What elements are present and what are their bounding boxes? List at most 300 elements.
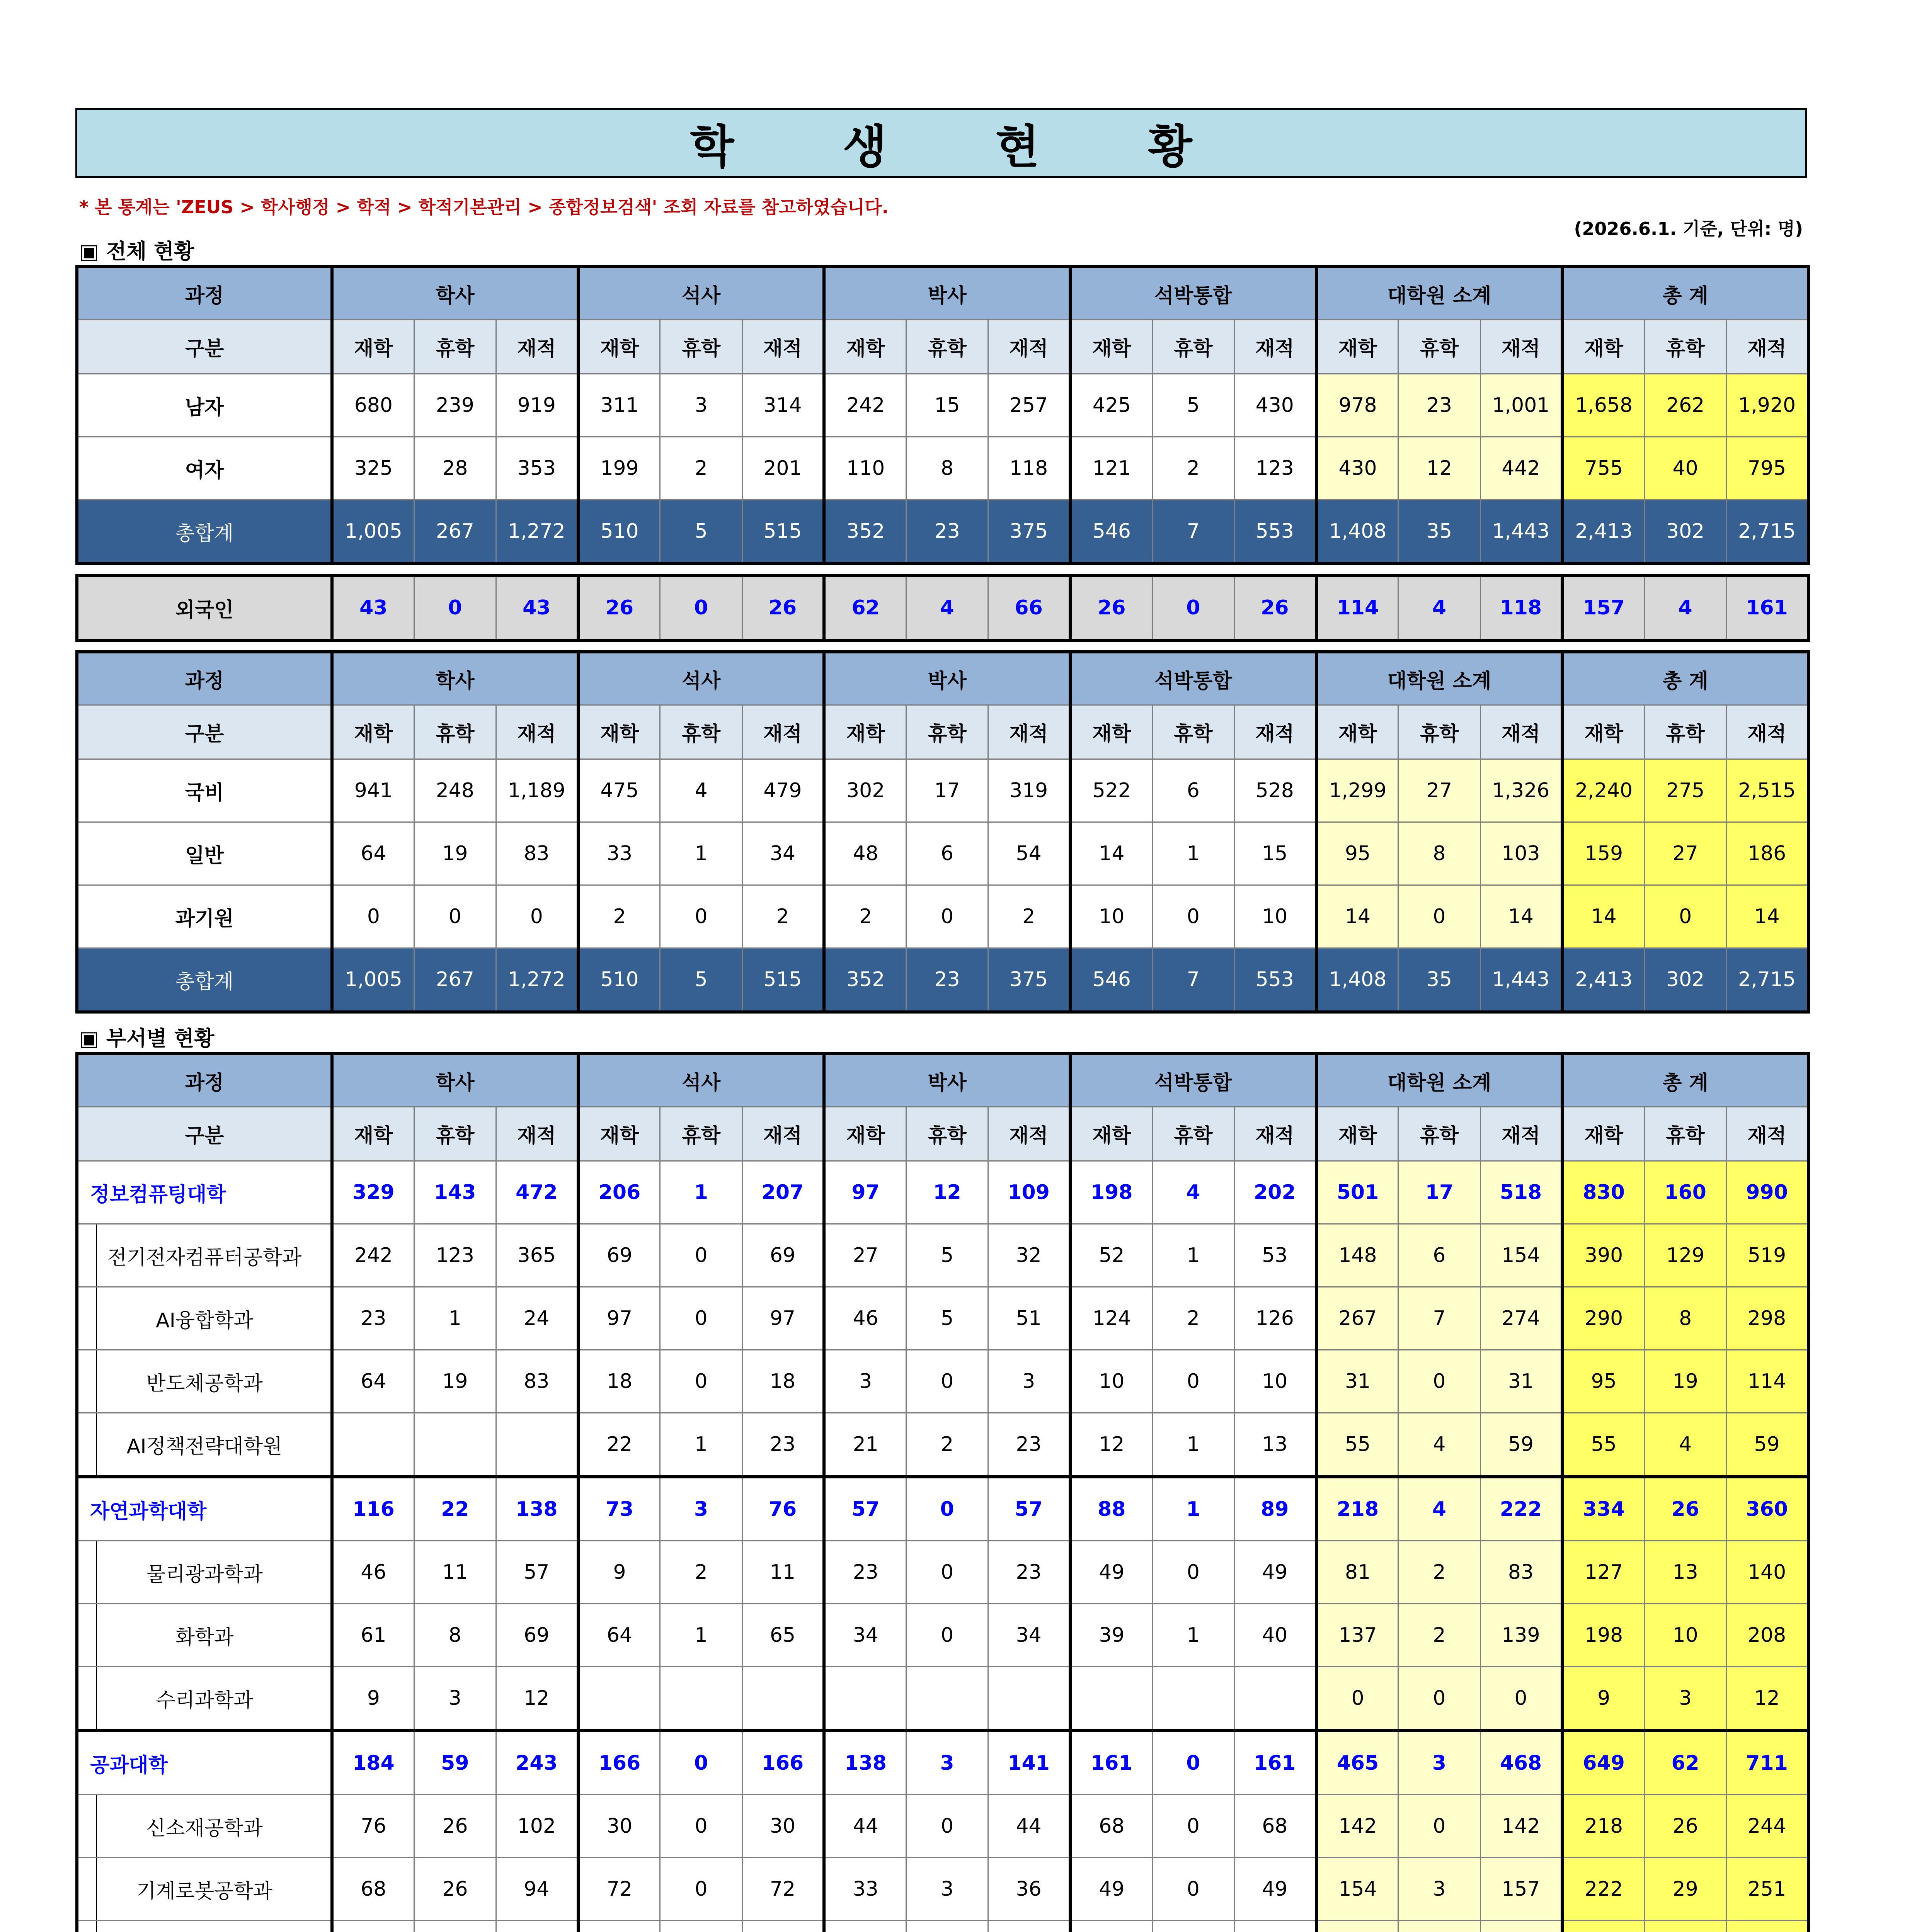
cell-value: 274	[1480, 1287, 1562, 1350]
cell-value	[1645, 1921, 1726, 1932]
cell-value: 68	[1234, 1795, 1316, 1858]
row-label: 공과대학	[77, 1731, 332, 1795]
cell-value: 2	[1398, 1541, 1480, 1604]
total-value: 7	[1152, 500, 1234, 564]
cell-value	[906, 1921, 988, 1932]
total-label: 총합계	[77, 500, 332, 564]
header-sub-enrolled: 재학	[578, 705, 660, 759]
cell-value: 76	[742, 1477, 824, 1541]
row-label: 화학과	[77, 1604, 332, 1667]
cell-value: 0	[1152, 1858, 1234, 1921]
cell-value: 44	[988, 1795, 1070, 1858]
total-value: 7	[1152, 948, 1234, 1012]
header-sub-leave: 휴학	[1645, 705, 1726, 759]
header-sub-enrolled: 재학	[1070, 705, 1152, 759]
department-row	[77, 1413, 1808, 1477]
cell-value: 14	[1316, 885, 1398, 948]
cell-value: 4	[1398, 1413, 1480, 1477]
cell-value: 0	[332, 885, 414, 948]
cell-value: 243	[496, 1731, 578, 1795]
document-page	[75, 108, 1807, 1932]
cell-value: 390	[1562, 1224, 1644, 1287]
total-value: 1,408	[1316, 948, 1398, 1012]
cell-value	[414, 1921, 496, 1932]
cell-value: 97	[578, 1287, 660, 1350]
header-group-2: 박사	[824, 267, 1070, 320]
cell-value	[906, 1667, 988, 1731]
header-group-2: 박사	[824, 652, 1070, 705]
header-sub-leave: 휴학	[414, 320, 496, 374]
header-sub-leave: 휴학	[414, 705, 496, 759]
header-sub-registered: 재적	[496, 320, 578, 374]
header-sub-enrolled: 재학	[1316, 1107, 1398, 1161]
total-value: 35	[1398, 500, 1480, 564]
header-sub-enrolled: 재학	[578, 320, 660, 374]
cell-value: 43	[496, 575, 578, 640]
header-sub-enrolled: 재학	[1562, 320, 1644, 374]
header-sub-registered: 재적	[1234, 1107, 1316, 1161]
cell-value: 314	[742, 374, 824, 437]
cell-value: 10	[1070, 885, 1152, 948]
header-group-4: 대학원 소계	[1316, 1054, 1563, 1107]
total-value: 5	[660, 500, 742, 564]
cell-value: 2	[906, 1413, 988, 1477]
cell-value: 72	[578, 1858, 660, 1921]
cell-value: 69	[742, 1224, 824, 1287]
cell-value: 12	[1398, 437, 1480, 500]
cell-value: 166	[742, 1731, 824, 1795]
header-division: 구분	[77, 320, 332, 374]
cell-value: 22	[578, 1413, 660, 1477]
cell-value: 6	[1152, 759, 1234, 822]
total-value: 302	[1645, 948, 1726, 1012]
cell-value: 218	[1316, 1477, 1398, 1541]
cell-value: 319	[988, 759, 1070, 822]
cell-value: 0	[906, 885, 988, 948]
cell-value: 275	[1645, 759, 1726, 822]
total-value: 267	[414, 500, 496, 564]
department-row	[77, 1604, 1808, 1667]
cell-value	[1152, 1921, 1234, 1932]
cell-value: 49	[1234, 1858, 1316, 1921]
section-dept-title: ▣ 부서별 현황	[79, 1026, 215, 1051]
cell-value: 32	[988, 1224, 1070, 1287]
cell-value: 49	[1070, 1541, 1152, 1604]
cell-value: 206	[578, 1161, 660, 1224]
cell-value	[1070, 1921, 1152, 1932]
cell-value: 31	[1480, 1350, 1562, 1413]
cell-value: 1,001	[1480, 374, 1562, 437]
cell-value: 334	[1562, 1477, 1644, 1541]
header-sub-leave: 휴학	[414, 1107, 496, 1161]
cell-value: 13	[1234, 1413, 1316, 1477]
cell-value: 0	[906, 1541, 988, 1604]
cell-value: 31	[1316, 1350, 1398, 1413]
cell-value: 49	[1070, 1858, 1152, 1921]
cell-value: 34	[824, 1604, 906, 1667]
header-sub-registered: 재적	[1234, 320, 1316, 374]
cell-value	[824, 1667, 906, 1731]
cell-value: 7	[1398, 1287, 1480, 1350]
header-sub-registered: 재적	[742, 705, 824, 759]
total-value: 23	[906, 948, 988, 1012]
cell-value: 3	[660, 374, 742, 437]
cell-value: 27	[824, 1224, 906, 1287]
cell-value: 95	[1316, 822, 1398, 885]
total-value: 2,715	[1726, 948, 1808, 1012]
header-sub-enrolled: 재학	[332, 320, 414, 374]
row-label	[77, 1921, 332, 1932]
cell-value: 4	[1398, 575, 1480, 640]
cell-value: 1	[414, 1287, 496, 1350]
cell-value: 15	[906, 374, 988, 437]
cell-value: 34	[742, 822, 824, 885]
cell-value: 1,299	[1316, 759, 1398, 822]
header-sub-registered: 재적	[742, 320, 824, 374]
cell-value: 26	[414, 1795, 496, 1858]
cell-value: 64	[332, 1350, 414, 1413]
cell-value: 23	[988, 1413, 1070, 1477]
header-sub-enrolled: 재학	[578, 1107, 660, 1161]
cell-value: 68	[332, 1858, 414, 1921]
cell-value: 143	[414, 1161, 496, 1224]
header-sub-registered: 재적	[1480, 705, 1562, 759]
header-sub-leave: 휴학	[906, 1107, 988, 1161]
cell-value: 0	[906, 1477, 988, 1541]
cell-value: 121	[1070, 437, 1152, 500]
cell-value: 83	[496, 822, 578, 885]
cell-value: 26	[1234, 575, 1316, 640]
cell-value: 10	[1645, 1604, 1726, 1667]
cell-value: 3	[988, 1350, 1070, 1413]
total-value: 1,443	[1480, 948, 1562, 1012]
overall-by-gender-table	[75, 265, 1810, 565]
cell-value: 161	[1070, 1731, 1152, 1795]
cell-value: 23	[332, 1287, 414, 1350]
cell-value: 0	[1152, 1541, 1234, 1604]
header-sub-enrolled: 재학	[1070, 320, 1152, 374]
cell-value: 46	[332, 1541, 414, 1604]
cell-value: 33	[824, 1858, 906, 1921]
row-label: 남자	[77, 374, 332, 437]
cell-value	[1316, 1921, 1398, 1932]
row-label: 수리과학과	[77, 1667, 332, 1731]
cell-value: 64	[578, 1604, 660, 1667]
cell-value: 39	[1070, 1604, 1152, 1667]
cell-value: 57	[496, 1541, 578, 1604]
cell-value: 0	[1398, 1795, 1480, 1858]
cell-value: 118	[1480, 575, 1562, 640]
cell-value: 0	[1398, 1667, 1480, 1731]
cell-value: 0	[660, 1224, 742, 1287]
cell-value: 44	[824, 1795, 906, 1858]
header-group-4: 대학원 소계	[1316, 267, 1563, 320]
cell-value: 138	[824, 1731, 906, 1795]
cell-value: 141	[988, 1731, 1070, 1795]
cell-value: 919	[496, 374, 578, 437]
cell-value: 239	[414, 374, 496, 437]
cell-value: 4	[1152, 1161, 1234, 1224]
header-group-4: 대학원 소계	[1316, 652, 1563, 705]
cell-value: 0	[1152, 575, 1234, 640]
total-value: 546	[1070, 500, 1152, 564]
cell-value: 830	[1562, 1161, 1644, 1224]
total-value: 1,408	[1316, 500, 1398, 564]
cell-value: 4	[1645, 1413, 1726, 1477]
header-group-3: 석박통합	[1070, 267, 1316, 320]
header-sub-enrolled: 재학	[1562, 705, 1644, 759]
cell-value: 53	[1234, 1224, 1316, 1287]
cell-value	[332, 1413, 414, 1477]
cell-value: 0	[906, 1604, 988, 1667]
cell-value: 140	[1726, 1541, 1808, 1604]
cell-value: 166	[578, 1731, 660, 1795]
cell-value: 48	[824, 822, 906, 885]
cell-value: 109	[988, 1161, 1070, 1224]
cell-value	[1152, 1667, 1234, 1731]
cell-value: 795	[1726, 437, 1808, 500]
cell-value: 161	[1234, 1731, 1316, 1795]
header-sub-leave: 휴학	[906, 320, 988, 374]
total-value: 515	[742, 500, 824, 564]
header-sub-registered: 재적	[1726, 320, 1808, 374]
header-sub-enrolled: 재학	[332, 705, 414, 759]
cell-value: 0	[496, 885, 578, 948]
cell-value: 138	[496, 1477, 578, 1541]
cell-value: 22	[414, 1477, 496, 1541]
cell-value: 59	[414, 1731, 496, 1795]
cell-value: 19	[414, 1350, 496, 1413]
cell-value	[1480, 1921, 1562, 1932]
header-course: 과정	[77, 267, 332, 320]
cell-value: 19	[414, 822, 496, 885]
cell-value: 267	[1316, 1287, 1398, 1350]
cell-value: 365	[496, 1224, 578, 1287]
cell-value: 97	[824, 1161, 906, 1224]
cell-value: 2	[1152, 1287, 1234, 1350]
cell-value: 68	[1070, 1795, 1152, 1858]
header-sub-enrolled: 재학	[332, 1107, 414, 1161]
cell-value: 123	[414, 1224, 496, 1287]
cell-value: 475	[578, 759, 660, 822]
cell-value: 157	[1480, 1858, 1562, 1921]
cell-value: 17	[1398, 1161, 1480, 1224]
cell-value: 116	[332, 1477, 414, 1541]
cell-value: 59	[1726, 1413, 1808, 1477]
cell-value: 88	[1070, 1477, 1152, 1541]
cell-value: 8	[1645, 1287, 1726, 1350]
cell-value: 522	[1070, 759, 1152, 822]
cell-value	[988, 1921, 1070, 1932]
header-group-1: 석사	[578, 267, 824, 320]
cell-value: 19	[1645, 1350, 1726, 1413]
cell-value: 0	[660, 1287, 742, 1350]
cell-value: 2	[742, 885, 824, 948]
college-row	[77, 1477, 1808, 1541]
cell-value: 242	[824, 374, 906, 437]
header-sub-registered: 재적	[1726, 1107, 1808, 1161]
cell-value: 711	[1726, 1731, 1808, 1795]
total-value: 267	[414, 948, 496, 1012]
cell-value: 46	[824, 1287, 906, 1350]
cell-value: 198	[1070, 1161, 1152, 1224]
cell-value: 9	[332, 1667, 414, 1731]
source-note: * 본 통계는 'ZEUS > 학사행정 > 학적 > 학적기본관리 > 종합정보검색' 조회 자료를 참고하였습니다.	[79, 197, 889, 218]
cell-value: 123	[1234, 437, 1316, 500]
department-row	[77, 1224, 1808, 1287]
cell-value: 14	[1480, 885, 1562, 948]
header-group-1: 석사	[578, 1054, 824, 1107]
total-value: 352	[824, 500, 906, 564]
cell-value: 9	[1562, 1667, 1644, 1731]
cell-value: 40	[1645, 437, 1726, 500]
cell-value: 13	[1645, 1541, 1726, 1604]
header-sub-enrolled: 재학	[1316, 320, 1398, 374]
cell-value: 2,240	[1562, 759, 1644, 822]
cell-value: 298	[1726, 1287, 1808, 1350]
cell-value: 114	[1316, 575, 1398, 640]
cell-value: 142	[1316, 1795, 1398, 1858]
header-sub-registered: 재적	[1480, 320, 1562, 374]
cell-value	[660, 1667, 742, 1731]
cell-value: 161	[1726, 575, 1808, 640]
cell-value	[824, 1921, 906, 1932]
department-row	[77, 1667, 1808, 1731]
cell-value: 23	[1398, 374, 1480, 437]
cell-value: 0	[660, 1858, 742, 1921]
cell-value: 10	[1234, 1350, 1316, 1413]
total-value: 2,413	[1562, 500, 1644, 564]
cell-value: 353	[496, 437, 578, 500]
cell-value: 3	[414, 1667, 496, 1731]
cell-value: 30	[578, 1795, 660, 1858]
cell-value: 0	[660, 575, 742, 640]
cell-value: 26	[414, 1858, 496, 1921]
cell-value	[578, 1667, 660, 1731]
total-value: 510	[578, 500, 660, 564]
cell-value: 755	[1562, 437, 1644, 500]
cell-value: 990	[1726, 1161, 1808, 1224]
cell-value: 0	[1480, 1667, 1562, 1731]
cell-value: 1	[1152, 1477, 1234, 1541]
cell-value	[742, 1921, 824, 1932]
total-value: 553	[1234, 948, 1316, 1012]
cell-value: 207	[742, 1161, 824, 1224]
cell-value: 1	[1152, 1224, 1234, 1287]
row-label: 자연과학대학	[77, 1477, 332, 1541]
header-course: 과정	[77, 652, 332, 705]
cell-value: 1	[660, 1161, 742, 1224]
header-group-3: 석박통합	[1070, 1054, 1316, 1107]
row-label: AI융합학과	[77, 1287, 332, 1350]
cell-value: 201	[742, 437, 824, 500]
total-value: 2,715	[1726, 500, 1808, 564]
cell-value: 129	[1645, 1224, 1726, 1287]
cell-value	[988, 1667, 1070, 1731]
cell-value: 62	[824, 575, 906, 640]
cell-value	[1234, 1667, 1316, 1731]
cell-value: 18	[742, 1350, 824, 1413]
cell-value: 1	[1152, 1604, 1234, 1667]
total-value: 546	[1070, 948, 1152, 1012]
cell-value: 69	[578, 1224, 660, 1287]
cell-value: 468	[1480, 1731, 1562, 1795]
cell-value	[332, 1921, 414, 1932]
header-sub-leave: 휴학	[1398, 320, 1480, 374]
header-group-5: 총 계	[1562, 267, 1808, 320]
row-label: 외국인	[77, 575, 332, 640]
row-label: 반도체공학과	[77, 1350, 332, 1413]
cell-value: 139	[1480, 1604, 1562, 1667]
cell-value: 66	[988, 575, 1070, 640]
cell-value: 29	[1645, 1858, 1726, 1921]
header-sub-leave: 휴학	[1645, 1107, 1726, 1161]
cell-value: 0	[1152, 1795, 1234, 1858]
cell-value: 4	[1398, 1477, 1480, 1541]
cell-value: 680	[332, 374, 414, 437]
cell-value	[414, 1413, 496, 1477]
cell-value: 49	[1234, 1541, 1316, 1604]
header-group-0: 학사	[332, 1054, 578, 1107]
cell-value: 0	[906, 1795, 988, 1858]
header-sub-registered: 재적	[1726, 705, 1808, 759]
total-value: 375	[988, 948, 1070, 1012]
cell-value: 430	[1234, 374, 1316, 437]
cell-value: 465	[1316, 1731, 1398, 1795]
header-course: 과정	[77, 1054, 332, 1107]
header-sub-registered: 재적	[742, 1107, 824, 1161]
row-label: 신소재공학과	[77, 1795, 332, 1858]
cell-value: 242	[332, 1224, 414, 1287]
header-sub-registered: 재적	[496, 705, 578, 759]
cell-value: 14	[1070, 822, 1152, 885]
cell-value: 148	[1316, 1224, 1398, 1287]
cell-value: 27	[1398, 759, 1480, 822]
department-row	[77, 1350, 1808, 1413]
cell-value: 257	[988, 374, 1070, 437]
cell-value: 8	[414, 1604, 496, 1667]
cell-value: 81	[1316, 1541, 1398, 1604]
gender-row	[77, 374, 1808, 437]
header-sub-registered: 재적	[1480, 1107, 1562, 1161]
header-division: 구분	[77, 1107, 332, 1161]
department-row	[77, 1287, 1808, 1350]
cell-value: 222	[1480, 1477, 1562, 1541]
header-division: 구분	[77, 705, 332, 759]
cell-value: 110	[824, 437, 906, 500]
total-row	[77, 948, 1808, 1012]
cell-value: 59	[1480, 1413, 1562, 1477]
cell-value: 360	[1726, 1477, 1808, 1541]
total-value: 1,005	[332, 948, 414, 1012]
cell-value: 218	[1562, 1795, 1644, 1858]
cell-value: 0	[1152, 1731, 1234, 1795]
college-row	[77, 1731, 1808, 1795]
cell-value: 978	[1316, 374, 1398, 437]
row-label: 기계로봇공학과	[77, 1858, 332, 1921]
header-group-3: 석박통합	[1070, 652, 1316, 705]
cell-value: 26	[1645, 1477, 1726, 1541]
cell-value: 159	[1562, 822, 1644, 885]
cell-value: 10	[1070, 1350, 1152, 1413]
cell-value: 23	[824, 1541, 906, 1604]
cell-value: 57	[824, 1477, 906, 1541]
cell-value: 2	[578, 885, 660, 948]
total-value: 515	[742, 948, 824, 1012]
cell-value: 251	[1726, 1858, 1808, 1921]
cell-value: 103	[1480, 822, 1562, 885]
gender-row	[77, 437, 1808, 500]
